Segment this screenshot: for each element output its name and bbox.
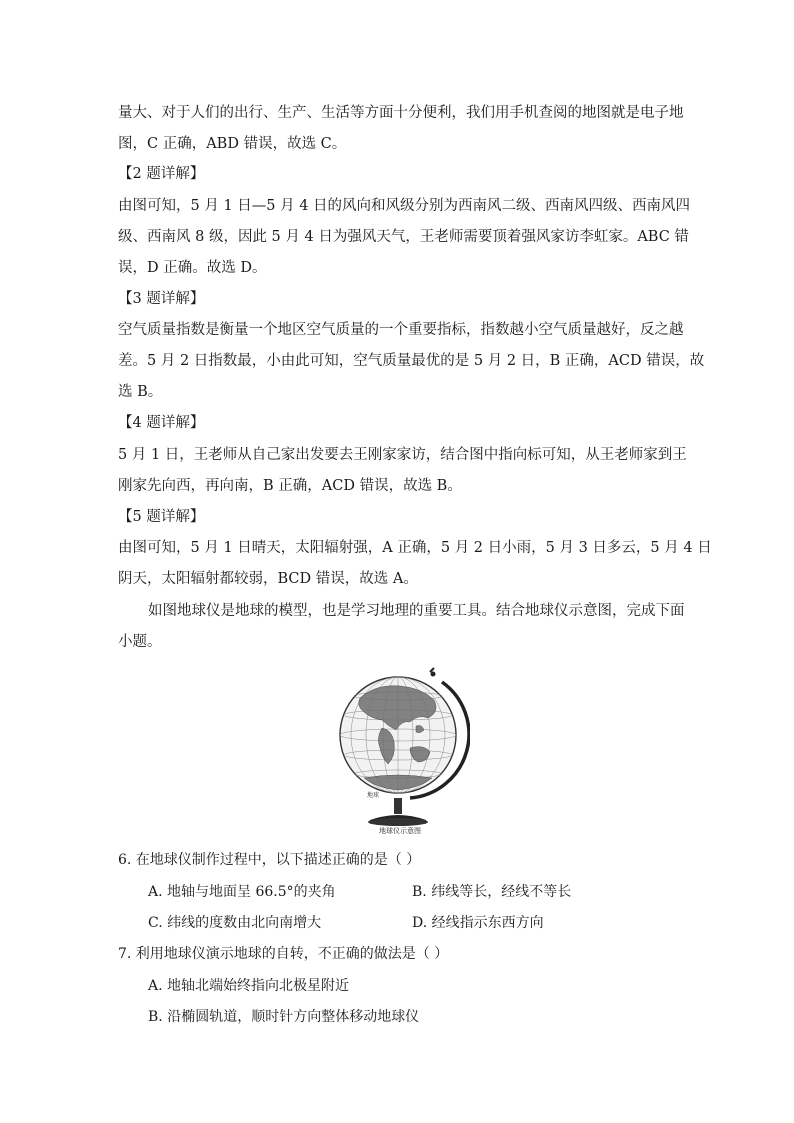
- text-line: 阴天，太阳辐射都较弱，BCD 错误，故选 A。: [118, 571, 418, 587]
- text-line: 图，C 正确，ABD 错误，故选 C。: [118, 136, 347, 152]
- question-6-stem: 6. 在地球仪制作过程中，以下描述正确的是（ ）: [118, 852, 421, 868]
- q6-option-b: B. 纬线等长，经线不等长: [412, 884, 572, 900]
- base-label: 地球: [367, 792, 380, 799]
- q7-option-a: A. 地轴北端始终指向北极星附近: [148, 978, 350, 994]
- text-line: 由图可知，5 月 1 日—5 月 4 日的风向和风级分别为西南风二级、西南风四级、西南风四: [118, 198, 691, 214]
- question-7-stem: 7. 利用地球仪演示地球的自转，不正确的做法是（ ）: [118, 946, 449, 962]
- q6-option-d: D. 经线指示东西方向: [412, 915, 544, 931]
- intro-line: 小题。: [118, 634, 162, 650]
- section-heading: 【4 题详解】: [118, 415, 205, 431]
- globe-icon: [330, 660, 470, 840]
- q6-option-a: A. 地轴与地面呈 66.5°的夹角: [148, 884, 336, 900]
- section-heading: 【5 题详解】: [118, 509, 205, 525]
- globe-figure: [330, 660, 470, 840]
- figure-caption: 地球仪示意图: [379, 827, 421, 835]
- text-line: 空气质量指数是衡量一个地区空气质量的一个重要指标，指数越小空气质量越好，反之越: [118, 322, 684, 338]
- q6-option-c: C. 纬线的度数由北向南增大: [148, 915, 322, 931]
- text-line: 选 B。: [118, 384, 163, 400]
- q7-option-b: B. 沿椭圆轨道，顺时针方向整体移动地球仪: [148, 1009, 420, 1025]
- text-line: 级、西南风 8 级，因此 5 月 4 日为强风天气，王老师需要顶着强风家访李虹家。ABC 错: [118, 229, 689, 245]
- text-line: 量大、对于人们的出行、生产、生活等方面十分便利，我们用手机查阅的地图就是电子地: [118, 105, 684, 121]
- text-line: 误，D 正确。故选 D。: [118, 260, 267, 276]
- intro-line: 如图地球仪是地球的模型，也是学习地理的重要工具。结合地球仪示意图，完成下面: [148, 603, 685, 619]
- section-heading: 【3 题详解】: [118, 291, 205, 307]
- text-line: 差。5 月 2 日指数最，小由此可知，空气质量最优的是 5 月 2 日，B 正确，ACD 错误，故: [118, 353, 705, 369]
- text-line: 刚家先向西，再向南，B 正确，ACD 错误，故选 B。: [118, 478, 462, 494]
- text-line: 由图可知，5 月 1 日晴天，太阳辐射强，A 正确，5 月 2 日小雨，5 月 3 日多云，5 月 4 日: [118, 540, 712, 556]
- section-heading: 【2 题详解】: [118, 166, 205, 182]
- text-line: 5 月 1 日，王老师从自己家出发要去王刚家家访，结合图中指向标可知，从王老师家到王: [118, 447, 687, 463]
